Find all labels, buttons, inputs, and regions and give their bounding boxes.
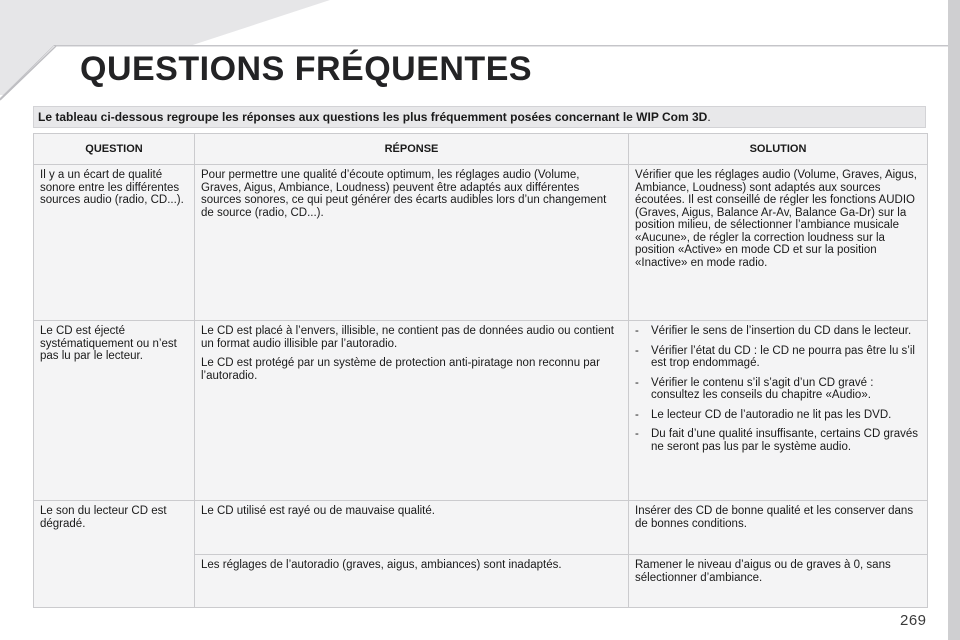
answer-paragraph: Les réglages de l’autoradio (graves, aigus, ambiances) sont inadaptés. <box>201 559 562 571</box>
table-row <box>34 165 928 321</box>
header-answer: RÉPONSE <box>195 134 629 165</box>
header-solution: SOLUTION <box>629 134 928 165</box>
question-cell: Le CD est éjecté systématiquement ou n’est pas lu par le lecteur. <box>34 321 195 501</box>
intro-text-main: Le tableau ci-dessous regroupe les réponses aux questions les plus fréquemment posées concernant le WIP Com 3D <box>38 110 708 124</box>
intro-banner <box>33 106 926 128</box>
solution-item: - Le lecteur CD de l’autoradio ne lit pas les DVD. <box>635 409 921 422</box>
faq-table <box>33 133 928 608</box>
solution-item: - Du fait d’une qualité insuffisante, certains CD gravés ne seront pas lus par le système audio. <box>635 428 921 453</box>
question-cell: Le son du lecteur CD est dégradé. <box>34 501 195 608</box>
answer-cell <box>195 165 629 321</box>
answer-paragraph: Le CD est protégé par un système de protection anti-piratage non reconnu par l’autoradio. <box>201 357 600 382</box>
table-row <box>34 321 928 501</box>
table-header-row <box>34 134 928 165</box>
answer-cell <box>195 555 629 608</box>
answer-paragraph: Le CD est placé à l’envers, illisible, ne contient pas de données audio ou contient un format audio illisible par l’autoradio. <box>201 325 614 350</box>
solution-cell <box>629 321 928 501</box>
answer-cell <box>195 321 629 501</box>
intro-text-end: . <box>707 110 711 124</box>
answer-cell <box>195 501 629 555</box>
answer-paragraph: Le CD utilisé est rayé ou de mauvaise qualité. <box>201 505 435 517</box>
solution-item: - Vérifier le sens de l’insertion du CD dans le lecteur. <box>635 325 921 338</box>
solution-cell: Vérifier que les réglages audio (Volume, Graves, Aigus, Ambiance, Loudness) sont adaptés aux sources écoutées. Il est conseillé de régler les fonctions AUDIO (Graves, Aigus, Balance Ar-Av, Balance Ga-Dr) sur la position milieu, de sélectionner l’ambiance musicale «Aucune», de régler la correction loudness sur la position «Active» en mode CD et sur la position «Inactive» en mode radio. <box>629 165 928 321</box>
header-band <box>0 0 948 102</box>
page-number: 269 <box>900 612 927 629</box>
question-cell: Il y a un écart de qualité sonore entre les différentes sources audio (radio, CD...). <box>34 165 195 321</box>
page-edge-bar <box>948 0 960 640</box>
solution-list <box>635 325 921 453</box>
solution-cell: Insérer des CD de bonne qualité et les conserver dans de bonnes conditions. <box>629 501 928 555</box>
intro-text <box>38 110 711 124</box>
page-title: QUESTIONS FRÉQUENTES <box>80 50 533 88</box>
answer-paragraph: Pour permettre une qualité d’écoute optimum, les réglages audio (Volume, Graves, Aigus, Ambiance, Loudness) peuvent être adaptés aux différentes sources sonores, ce qui peut générer des écarts audibles lors d’un changement de source (radio, CD...). <box>201 169 607 219</box>
table-row <box>34 501 928 555</box>
solution-item: - Vérifier l’état du CD : le CD ne pourra pas être lu s’il est trop endommagé. <box>635 345 921 370</box>
solution-item: - Vérifier le contenu s’il s’agit d’un CD gravé : consultez les conseils du chapitre «Audio». <box>635 377 921 402</box>
solution-cell: Ramener le niveau d’aigus ou de graves à 0, sans sélectionner d’ambiance. <box>629 555 928 608</box>
header-question: QUESTION <box>34 134 195 165</box>
